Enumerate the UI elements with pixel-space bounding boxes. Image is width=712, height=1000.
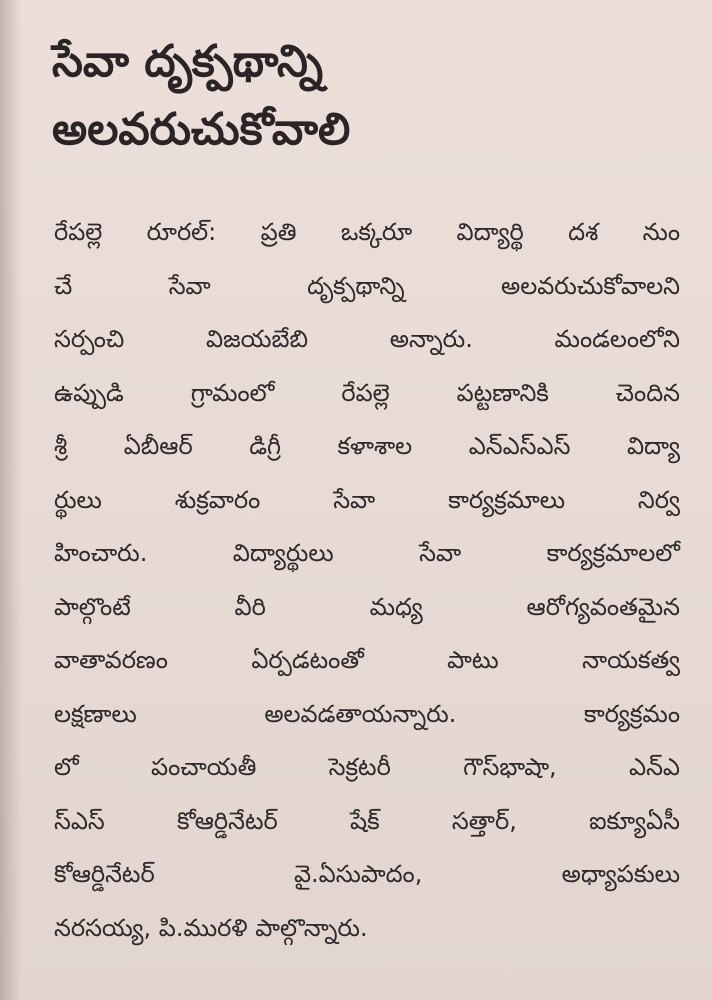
body-line: రేపల్లె రూరల్: ప్రతి ఒక్కరూ విద్యార్థి దశ నుం xyxy=(54,218,680,246)
body-line: వాతావరణం ఏర్పడటంతో పాటు నాయకత్వ xyxy=(54,646,680,674)
body-line: సర్పంచి విజయబేబి అన్నారు. మండలంలోని xyxy=(54,325,680,353)
body-line: హించారు. విద్యార్థులు సేవా కార్యక్రమాలలో xyxy=(54,539,680,567)
body-line: శ్రీ ఏబీఆర్ డిగ్రీ కళాశాల ఎన్ఎస్ఎస్ విద్యా xyxy=(54,432,680,460)
headline-line: అలవరుచుకోవాలి xyxy=(52,104,351,155)
body-line: పాల్గొంటే వీరి మధ్య ఆరోగ్యవంతమైన xyxy=(54,592,680,621)
headline-line: సేవా దృక్పథాన్ని xyxy=(52,36,323,87)
body-line: ర్థులు శుక్రవారం సేవా కార్యక్రమాలు నిర్వ xyxy=(54,485,680,514)
article-body xyxy=(54,206,680,955)
body-line: లో పంచాయతీ సెక్రటరీ గౌస్‌భాషా, ఎన్ఎ xyxy=(54,753,680,781)
body-line: స్ఎస్ కోఆర్డినేటర్ షేక్ సత్తార్, ఐక్యూఏసీ xyxy=(54,806,680,835)
body-line: ఉప్పుడి గ్రామంలో రేపల్లె పట్టణానికి చెందిన xyxy=(54,378,680,407)
article-headline xyxy=(52,28,672,164)
body-line: లక్షణాలు అలవడతాయన్నారు. కార్యక్రమం xyxy=(54,699,680,728)
paper-edge-shadow xyxy=(0,0,22,1000)
body-line: చే సేవా దృక్పథాన్ని అలవరుచుకోవాలని xyxy=(54,271,680,300)
body-line: నరసయ్య, పి.మురళి పాల్గొన్నారు. xyxy=(54,913,368,942)
body-line: కోఆర్డినేటర్ వై.ఏసుపాదం, అధ్యాపకులు xyxy=(54,860,680,888)
